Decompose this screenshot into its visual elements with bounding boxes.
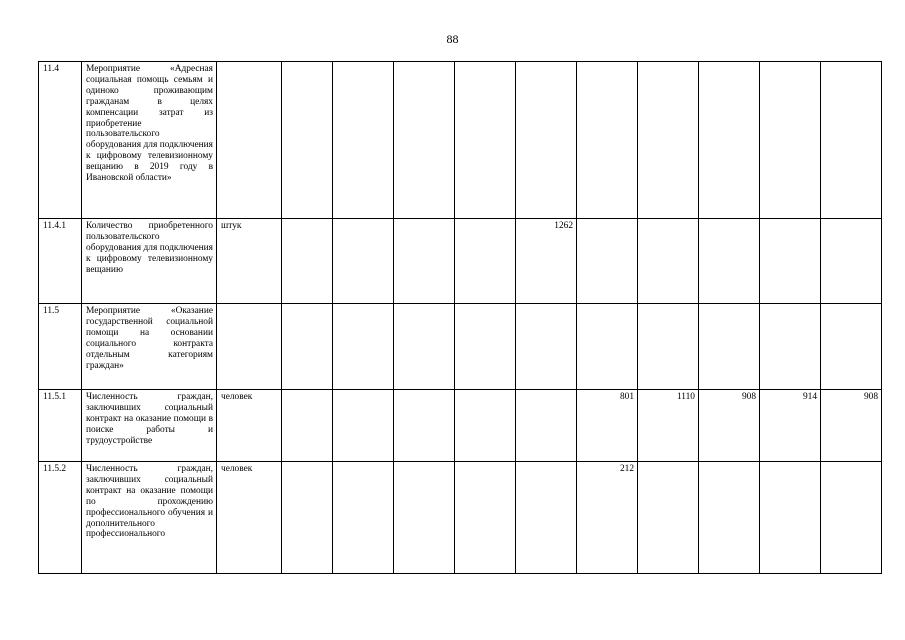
row-unit-cell — [217, 304, 282, 390]
row-name-cell: Мероприятие «Оказание государственной социальной помощи на основании социального контракта отдельным категориям граждан» — [82, 304, 217, 390]
value-cell: 1110 — [638, 390, 699, 462]
table-row — [39, 219, 882, 304]
row-number-cell: 11.4.1 — [39, 219, 82, 304]
indicators-table — [38, 61, 882, 574]
row-number-cell: 11.5.2 — [39, 462, 82, 574]
value-cell — [516, 462, 577, 574]
value-cell — [394, 462, 455, 574]
value-cell — [638, 462, 699, 574]
table-body — [39, 62, 882, 574]
value-cell — [282, 462, 333, 574]
value-cell — [516, 62, 577, 219]
value-cell — [394, 304, 455, 390]
value-cell — [282, 304, 333, 390]
value-cell — [699, 219, 760, 304]
value-cell — [638, 304, 699, 390]
value-cell — [760, 304, 821, 390]
value-cell — [282, 62, 333, 219]
row-name-cell: Мероприятие «Адресная социальная помощь семьям и одиноко проживающим гражданам в целях компенсации затрат из приобретение пользовательского оборудования для подключения к цифровому телевизионному вещанию в 2019 году в Ивановской области» — [82, 62, 217, 219]
value-cell — [760, 462, 821, 574]
value-cell — [516, 390, 577, 462]
value-cell — [455, 304, 516, 390]
row-name-cell: Численность граждан, заключивших социальный контракт на оказание помощи в поиске работы и трудоустройстве — [82, 390, 217, 462]
value-cell — [455, 62, 516, 219]
value-cell — [455, 390, 516, 462]
value-cell — [577, 304, 638, 390]
row-number-cell: 11.5.1 — [39, 390, 82, 462]
value-cell — [282, 219, 333, 304]
value-cell — [516, 304, 577, 390]
value-cell — [394, 62, 455, 219]
value-cell: 1262 — [516, 219, 577, 304]
value-cell — [638, 219, 699, 304]
value-cell: 908 — [821, 390, 882, 462]
value-cell — [394, 390, 455, 462]
row-name-cell: Численность граждан, заключивших социальный контракт на оказание помощи по прохождению профессионального обучения и дополнительного профессионального — [82, 462, 217, 574]
value-cell — [333, 462, 394, 574]
value-cell: 801 — [577, 390, 638, 462]
table-row — [39, 390, 882, 462]
value-cell — [282, 390, 333, 462]
value-cell — [333, 304, 394, 390]
row-unit-cell: человек — [217, 462, 282, 574]
value-cell — [699, 462, 760, 574]
value-cell — [760, 219, 821, 304]
value-cell — [333, 219, 394, 304]
table-row — [39, 62, 882, 219]
row-number-cell: 11.5 — [39, 304, 82, 390]
value-cell — [333, 62, 394, 219]
row-name-cell: Количество приобретенного пользовательского оборудования для подключения к цифровому телевизионному вещанию — [82, 219, 217, 304]
value-cell: 212 — [577, 462, 638, 574]
table-row — [39, 462, 882, 574]
table-row — [39, 304, 882, 390]
value-cell: 914 — [760, 390, 821, 462]
row-unit-cell: штук — [217, 219, 282, 304]
value-cell — [638, 62, 699, 219]
page-number: 88 — [446, 32, 459, 46]
value-cell — [333, 390, 394, 462]
value-cell — [455, 219, 516, 304]
row-number-cell: 11.4 — [39, 62, 82, 219]
value-cell — [821, 62, 882, 219]
value-cell — [821, 304, 882, 390]
value-cell — [394, 219, 455, 304]
row-unit-cell: человек — [217, 390, 282, 462]
value-cell — [699, 304, 760, 390]
value-cell: 908 — [699, 390, 760, 462]
value-cell — [455, 462, 516, 574]
value-cell — [577, 219, 638, 304]
value-cell — [760, 62, 821, 219]
value-cell — [821, 219, 882, 304]
value-cell — [577, 62, 638, 219]
row-unit-cell — [217, 62, 282, 219]
value-cell — [699, 62, 760, 219]
value-cell — [821, 462, 882, 574]
